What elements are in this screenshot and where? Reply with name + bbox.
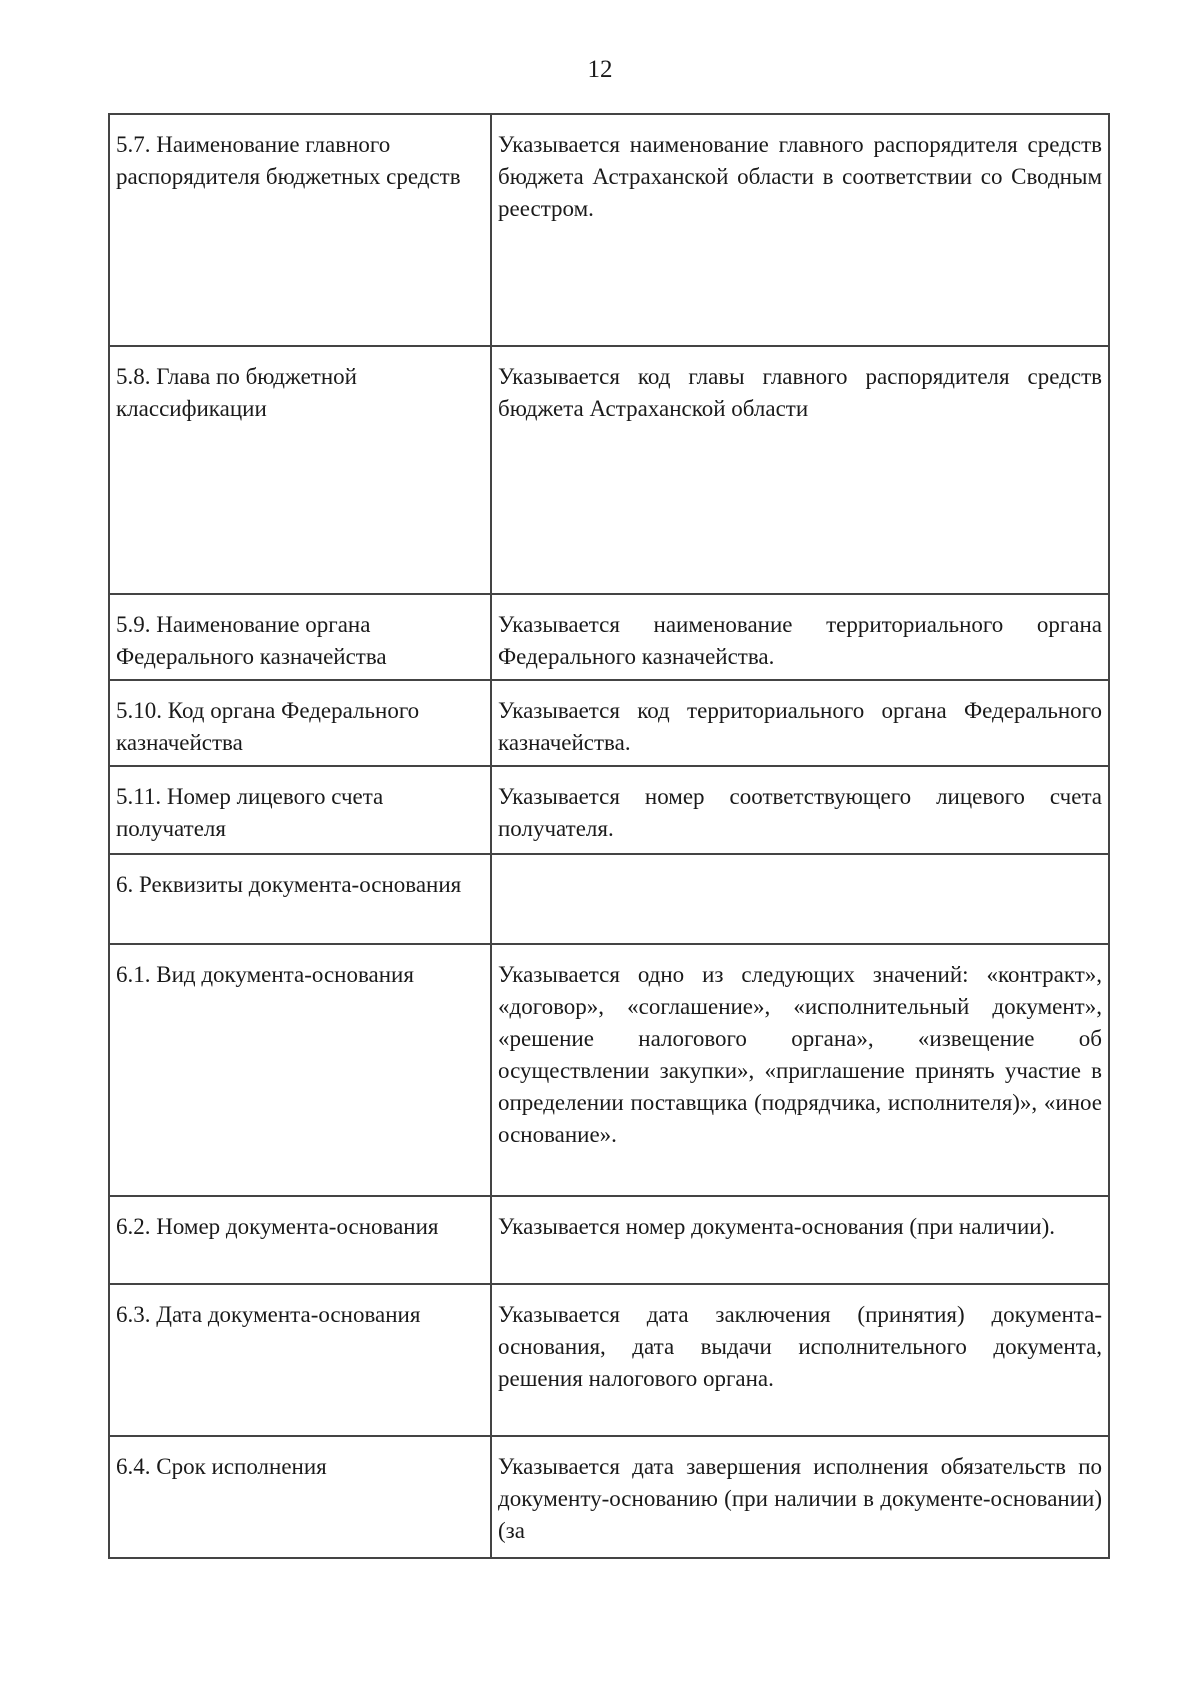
field-description-cell: Указывается код территориального органа Федерального казначейства. [491,680,1109,766]
table-row [109,594,1109,680]
table-row [109,944,1109,1196]
field-name-cell: 5.7. Наименование главного распорядителя бюджетных средств [109,114,491,346]
field-description-cell: Указывается номер документа-основания (при наличии). [491,1196,1109,1284]
field-description-cell: Указывается одно из следующих значений: «контракт», «договор», «соглашение», «исполнительный документ», «решение налогового органа», «извещение об осуществлении закупки», «приглашение принять участие в определении поставщика (подрядчика, исполнителя)», «иное основание». [491,944,1109,1196]
field-description-cell: Указывается наименование территориального органа Федерального казначейства. [491,594,1109,680]
page-number: 12 [587,56,613,83]
section-heading-cell: 6. Реквизиты документа-основания [109,854,491,944]
field-name-cell: 6.3. Дата документа-основания [109,1284,491,1436]
field-description-cell: Указывается дата заключения (принятия) документа-основания, дата выдачи исполнительного документа, решения налогового органа. [491,1284,1109,1436]
table-row [109,1436,1109,1558]
field-name-cell: 5.10. Код органа Федерального казначейства [109,680,491,766]
table-row [109,680,1109,766]
field-name-cell: 6.2. Номер документа-основания [109,1196,491,1284]
table-section-row [109,854,1109,944]
field-name-cell: 5.9. Наименование органа Федерального казначейства [109,594,491,680]
field-name-cell: 6.4. Срок исполнения [109,1436,491,1558]
field-description-cell: Указывается номер соответствующего лицевого счета получателя. [491,766,1109,854]
empty-description-cell [491,854,1109,944]
table-row [109,766,1109,854]
field-description-cell: Указывается дата завершения исполнения обязательств по документу-основанию (при наличии в документе-основании) (за [491,1436,1109,1558]
field-name-cell: 6.1. Вид документа-основания [109,944,491,1196]
table-row [109,1196,1109,1284]
requisites-table [108,113,1110,1559]
table-row [109,346,1109,594]
field-name-cell: 5.11. Номер лицевого счета получателя [109,766,491,854]
table-row [109,1284,1109,1436]
field-description-cell: Указывается код главы главного распорядителя средств бюджета Астраханской области [491,346,1109,594]
field-description-cell: Указывается наименование главного распорядителя средств бюджета Астраханской области в соответствии со Сводным реестром. [491,114,1109,346]
table-row [109,114,1109,346]
field-name-cell: 5.8. Глава по бюджетной классификации [109,346,491,594]
